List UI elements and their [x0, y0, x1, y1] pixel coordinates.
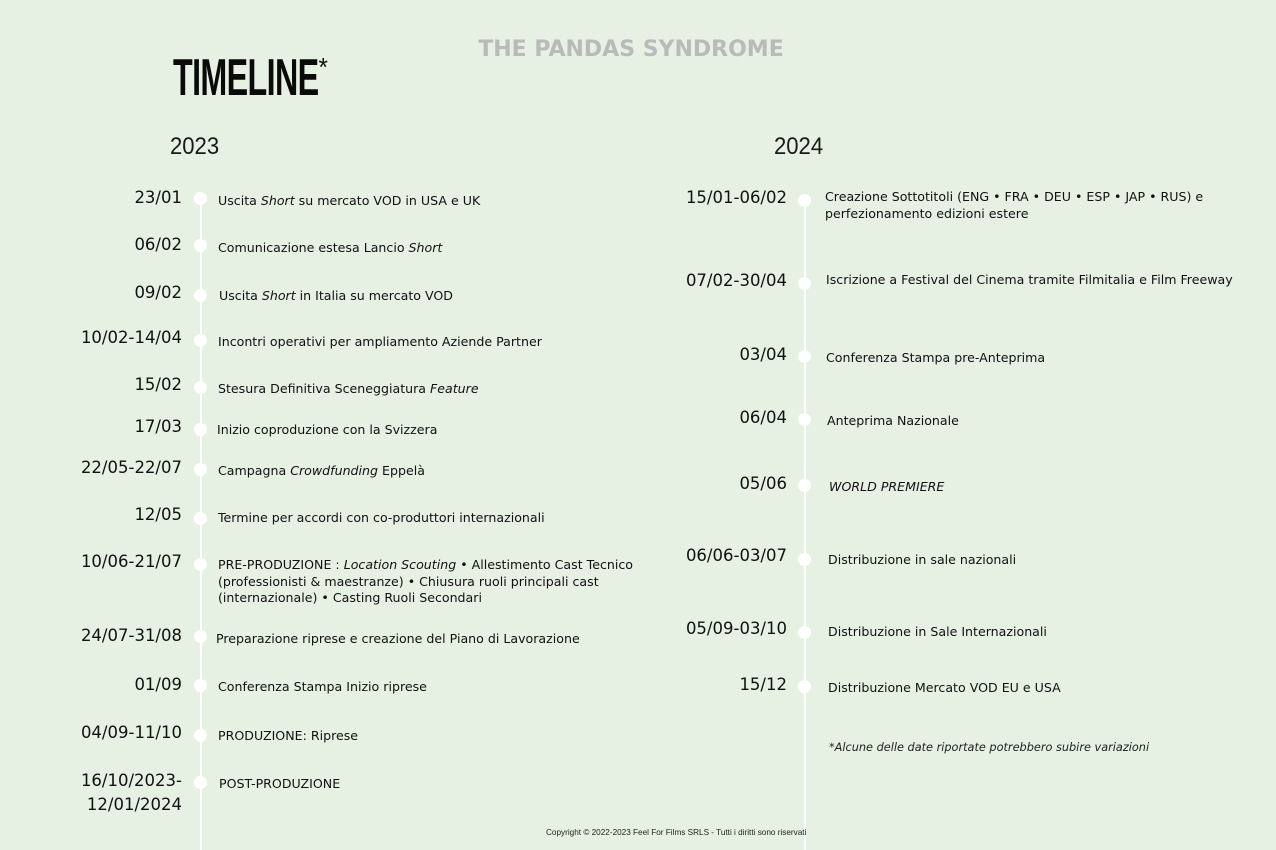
- event-date: 03/04: [739, 345, 787, 364]
- timeline-dot-icon: [194, 630, 207, 643]
- copyright: Copyright © 2022-2023 Feel For Films SRLS - Tutti i diritti sono riservati: [546, 828, 807, 837]
- timeline-dot-icon: [798, 350, 811, 363]
- timeline-dot-icon: [798, 626, 811, 639]
- event-date: 06/04: [739, 408, 787, 427]
- event-description: PRE-PRODUZIONE : Location Scouting • Allestimento Cast Tecnico (professionisti & maestranze) • Chiusura ruoli principali cast (internazionale) • Casting Ruoli Secondari: [218, 557, 633, 605]
- timeline-dot-icon: [798, 680, 811, 693]
- footnote-marker: *: [318, 52, 327, 82]
- timeline-dot-icon: [194, 381, 207, 394]
- event-description: Iscrizione a Festival del Cinema tramite Filmitalia e Film Freeway: [826, 272, 1233, 287]
- timeline-dot-icon: [194, 776, 207, 789]
- event-description: Uscita Short in Italia su mercato VOD: [219, 288, 454, 303]
- event-date: 05/09-03/10: [685, 619, 787, 638]
- year-label-2024: 2024: [774, 133, 824, 160]
- event-date: 10/06-21/07: [80, 552, 182, 571]
- timeline-dot-icon: [194, 192, 207, 205]
- event-description: Incontri operativi per ampliamento Aziende Partner: [218, 334, 542, 349]
- timeline-dot-icon: [194, 729, 207, 742]
- event-description: Uscita Short su mercato VOD in USA e UK: [218, 193, 481, 208]
- timeline-dot-icon: [798, 194, 811, 207]
- event-date: 16/10/2023- 12/01/2024: [80, 771, 182, 814]
- page-title-text: TIMELINE: [173, 49, 319, 107]
- event-description: Conferenza Stampa Inizio riprese: [218, 679, 427, 694]
- timeline-line-2024: [804, 200, 806, 850]
- timeline-dot-icon: [798, 553, 811, 566]
- event-date: 04/09-11/10: [80, 723, 182, 742]
- timeline-dot-icon: [194, 558, 207, 571]
- event-date: 22/05-22/07: [80, 458, 182, 477]
- event-description: Conferenza Stampa pre-Anteprima: [826, 350, 1046, 365]
- event-date: 10/02-14/04: [80, 328, 182, 347]
- event-description: Stesura Definitiva Sceneggiatura Feature: [218, 381, 479, 396]
- timeline-dot-icon: [798, 277, 811, 290]
- timeline-dot-icon: [194, 239, 207, 252]
- timeline-dot-icon: [194, 463, 207, 476]
- event-description: PRODUZIONE: Riprese: [218, 728, 359, 743]
- event-date: 17/03: [134, 417, 182, 436]
- site-title: THE PANDAS SYNDROME: [478, 37, 784, 62]
- event-description: Creazione Sottotitoli (ENG • FRA • DEU • ESP • JAP • RUS) e perfezionamento edizioni estere: [825, 189, 1204, 221]
- timeline-dot-icon: [194, 679, 207, 692]
- year-label-2023: 2023: [170, 133, 220, 160]
- event-date: 15/12: [739, 675, 787, 694]
- event-date: 24/07-31/08: [80, 626, 182, 645]
- event-description: Distribuzione in sale nazionali: [828, 552, 1017, 567]
- event-description: Distribuzione Mercato VOD EU e USA: [828, 680, 1061, 695]
- timeline-dot-icon: [798, 479, 811, 492]
- event-date: 05/06: [739, 474, 787, 493]
- event-date: 23/01: [134, 188, 182, 207]
- event-description: Comunicazione estesa Lancio Short: [218, 240, 443, 255]
- event-date: 06/02: [134, 235, 182, 254]
- event-date: 15/01-06/02: [685, 188, 787, 207]
- event-description: WORLD PREMIERE: [829, 479, 945, 494]
- event-date: 09/02: [134, 283, 182, 302]
- event-description: POST-PRODUZIONE: [219, 776, 341, 791]
- event-description: Preparazione riprese e creazione del Piano di Lavorazione: [216, 631, 580, 646]
- event-date: 15/02: [134, 375, 182, 394]
- timeline-dot-icon: [194, 423, 207, 436]
- event-description: Anteprima Nazionale: [827, 413, 959, 428]
- event-description: Distribuzione in Sale Internazionali: [828, 624, 1047, 639]
- event-description: Termine per accordi con co-produttori internazionali: [218, 510, 545, 525]
- event-description: Campagna Crowdfunding Eppelà: [218, 463, 425, 478]
- page-title: [173, 49, 327, 107]
- event-date: 06/06-03/07: [685, 546, 787, 565]
- timeline-dot-icon: [194, 334, 207, 347]
- event-date: 12/05: [134, 505, 182, 524]
- event-date: 07/02-30/04: [685, 271, 787, 290]
- footnote: *Alcune delle date riportate potrebbero subire variazioni: [829, 741, 1150, 754]
- timeline-dot-icon: [194, 289, 207, 302]
- event-description: Inizio coproduzione con la Svizzera: [217, 422, 438, 437]
- timeline-dot-icon: [798, 413, 811, 426]
- timeline-dot-icon: [194, 512, 207, 525]
- event-date: 01/09: [134, 675, 182, 694]
